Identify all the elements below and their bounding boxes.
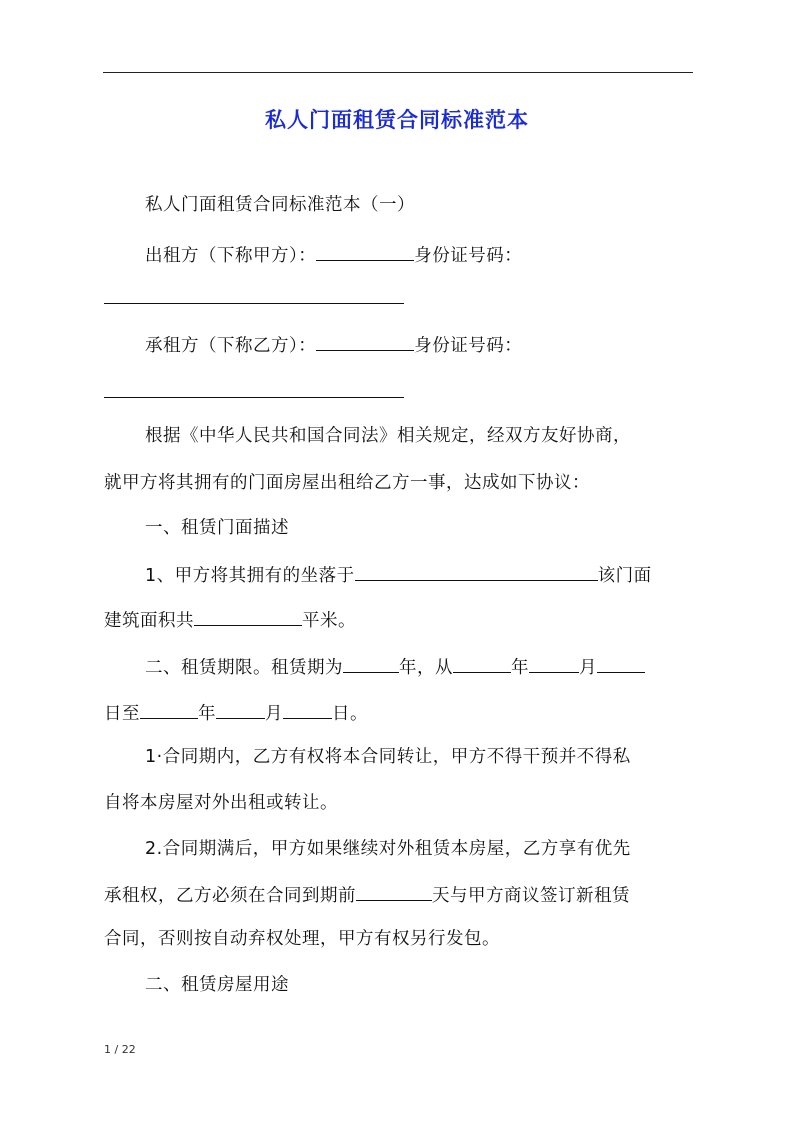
item-1-line-2 <box>104 607 704 633</box>
section-2-text-d: 月 <box>579 658 597 678</box>
section-3-heading <box>145 973 745 997</box>
lessor-label: 出租方（下称甲方）： <box>145 246 317 266</box>
start-month-blank <box>529 654 579 673</box>
lessee-id-label: 身份证号码： <box>414 336 523 356</box>
section-2-text-a: 二、租赁期限。租赁期为 <box>145 658 343 678</box>
section-2-text-g: 月 <box>265 704 283 724</box>
item-2-2-text-c: 合同，否则按自动弃权处理，甲方有权另行发包。 <box>104 929 500 949</box>
end-day-blank <box>283 700 332 719</box>
section-2-line-1 <box>145 654 745 680</box>
subtitle-line <box>145 193 745 217</box>
basis-text-1: 根据《中华人民共和国合同法》相关规定，经双方友好协商， <box>145 426 631 446</box>
item-2-2-text-a: 2.合同期满后，甲方如果继续对外租赁本房屋，乙方享有优先 <box>145 839 631 859</box>
item-2-2-text-b2: 天与甲方商议签订新租赁 <box>432 886 630 906</box>
page-indicator: 1 / 22 <box>104 1043 136 1056</box>
lessor-name-blank <box>316 242 414 261</box>
basis-line-2 <box>104 471 704 495</box>
item-2-1-text-b: 自将本房屋对外出租或转让。 <box>104 793 338 813</box>
item-1-text-d: 平米。 <box>302 611 356 631</box>
section-2-text-b: 年，从 <box>399 658 453 678</box>
section-2-text-f: 年 <box>198 704 216 724</box>
item-2-1-line-2 <box>104 791 704 815</box>
section-2-line-2 <box>104 700 704 726</box>
item-2-2-line-1 <box>145 837 745 861</box>
notice-days-blank <box>356 882 432 901</box>
lessor-id-blank <box>104 303 404 304</box>
lessor-id-label: 身份证号码： <box>414 246 523 266</box>
end-year-blank <box>140 700 198 719</box>
lessor-line <box>145 242 745 268</box>
lessee-id-blank <box>104 397 404 398</box>
document-title: 私人门面租赁合同标准范本 <box>265 108 529 132</box>
item-1-text-c: 建筑面积共 <box>104 611 194 631</box>
item-2-1-line-1 <box>145 745 745 769</box>
section-2-text-c: 年 <box>511 658 529 678</box>
subtitle-text: 私人门面租赁合同标准范本（一） <box>145 195 415 215</box>
section-2-text-h: 日。 <box>332 704 368 724</box>
start-year-blank <box>453 654 511 673</box>
end-month-blank <box>216 700 265 719</box>
area-blank <box>194 607 302 626</box>
header-rule <box>103 72 693 73</box>
section-3-heading-text: 二、租赁房屋用途 <box>145 975 289 995</box>
section-1-heading-text: 一、租赁门面描述 <box>145 518 289 538</box>
basis-text-2: 就甲方将其拥有的门面房屋出租给乙方一事，达成如下协议： <box>104 473 590 493</box>
item-2-2-line-3 <box>104 927 704 951</box>
item-2-2-text-b1: 承租权，乙方必须在合同到期前 <box>104 886 356 906</box>
section-2-text-e: 日至 <box>104 704 140 724</box>
item-1-line-1 <box>145 562 745 588</box>
basis-line-1 <box>145 424 745 448</box>
item-1-text-a: 1、甲方将其拥有的坐落于 <box>145 566 355 586</box>
section-1-heading <box>145 516 745 540</box>
item-2-1-text-a: 1·合同期内，乙方有权将本合同转让，甲方不得干预并不得私 <box>145 747 631 767</box>
lessee-line <box>145 332 745 358</box>
start-day-blank <box>597 654 645 673</box>
item-1-text-b: 该门面 <box>597 566 652 586</box>
location-blank <box>355 562 598 581</box>
item-2-2-line-2 <box>104 882 704 908</box>
term-years-blank <box>343 654 399 673</box>
lessee-label: 承租方（下称乙方）： <box>145 336 317 356</box>
lessee-name-blank <box>316 332 414 351</box>
